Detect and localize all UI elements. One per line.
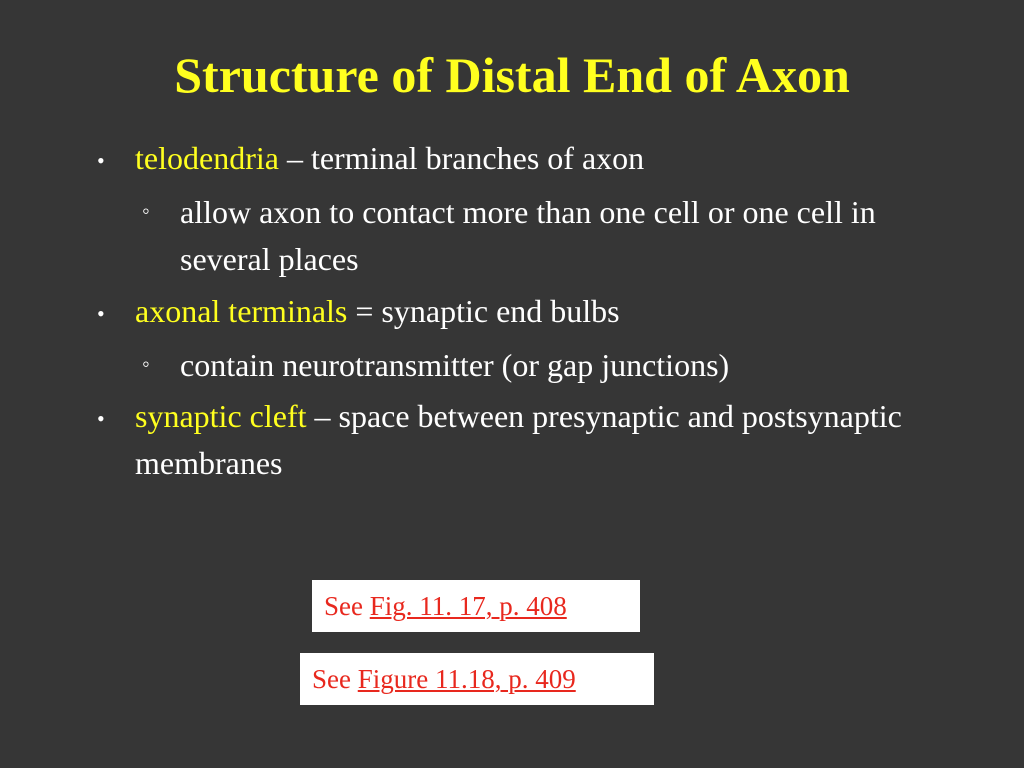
reference-prefix: See	[324, 591, 370, 621]
reference-box-fig-11-17	[312, 580, 640, 632]
sub-item-neurotransmitter: contain neurotransmitter (or gap junctions)	[180, 347, 730, 383]
sub-bullet-marker: ◦	[142, 198, 150, 223]
reference-box-fig-11-18	[300, 653, 654, 705]
sub-item-contact: allow axon to contact more than one cell or one cell in several places	[180, 194, 876, 277]
term-label: axonal terminals	[135, 293, 348, 329]
reference-prefix: See	[312, 664, 358, 694]
figure-link-11-18[interactable]: Figure 11.18, p. 409	[357, 664, 576, 694]
term-label: synaptic cleft	[135, 398, 307, 434]
figure-link-11-17[interactable]: Fig. 11. 17, p. 408	[369, 591, 567, 621]
term-description: = synaptic end bulbs	[347, 293, 620, 329]
term-description: – space between presynaptic and postsynaptic membranes	[135, 398, 902, 481]
bullet-item-telodendria	[135, 135, 955, 182]
slide-title: Structure of Distal End of Axon	[174, 47, 850, 103]
bullet-item-axonal-terminals	[135, 288, 955, 335]
bullet-item-synaptic-cleft	[135, 393, 905, 487]
bullet-marker: •	[97, 406, 105, 431]
term-description: – terminal branches of axon	[278, 140, 645, 176]
term-label: telodendria	[135, 140, 279, 176]
bullet-marker: •	[97, 148, 105, 173]
bullet-marker: •	[97, 301, 105, 326]
sub-bullet-marker: ◦	[142, 351, 150, 376]
